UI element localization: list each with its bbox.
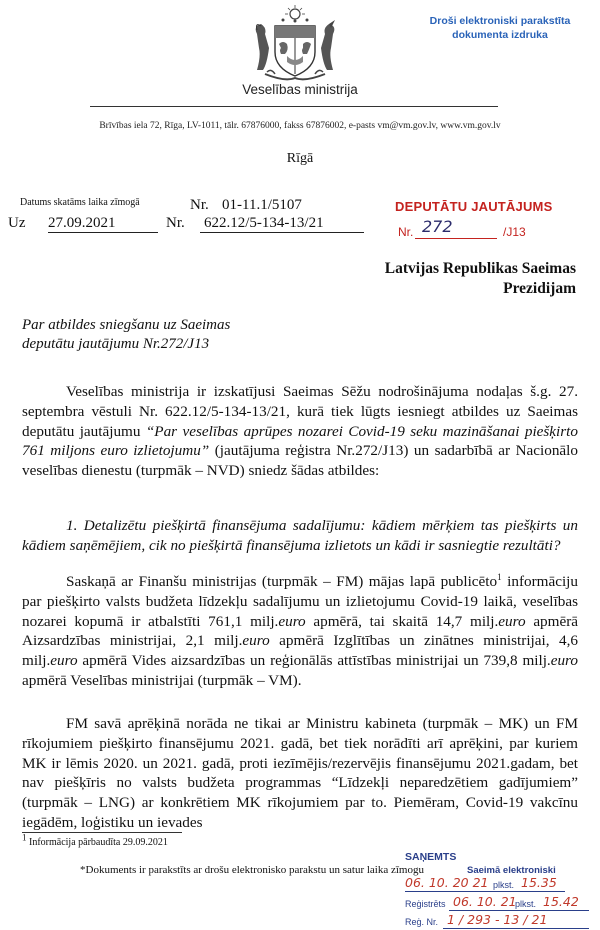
stamp-nr-label: Nr. [398, 225, 414, 239]
p1-question-title: “Par veselības aprūpes nozarei Covid-19 seku mazināšanai piešķirto 761 miljons euro izlietojumu” [22, 422, 578, 460]
ministry-name: Veselības ministrija [242, 82, 358, 97]
footnote-text: Informācija pārbaudīta 29.09.2021 [26, 837, 168, 848]
header-divider [90, 106, 498, 107]
ministry-address: Brīvības iela 72, Rīga, LV-1011, tālr. 67876000, fakss 67876002, e-pasts vm@vm.gov.lv, www.vm.gov.lv [99, 121, 501, 131]
outgoing-number: 01-11.1/5107 [222, 197, 302, 213]
footnote-divider [22, 832, 182, 833]
p2-text-a: Saskaņā ar Finanšu ministrijas (turpmāk – FM) mājas lapā publicēto [66, 573, 498, 590]
euro-1: euro [278, 612, 306, 630]
outgoing-number-label: Nr. [190, 197, 209, 213]
stamp-title: DEPUTĀTU JAUTĀJUMS [395, 199, 553, 214]
received-time-label: plkst. [493, 880, 515, 890]
footnote-ref: 1 [497, 571, 502, 582]
uz-label: Uz [8, 215, 26, 231]
received-stamp [405, 851, 595, 929]
coat-of-arms-icon [245, 4, 345, 84]
euro-2: euro [498, 612, 526, 630]
subject [22, 316, 282, 354]
reference-number: 622.12/5-134-13/21 [200, 215, 364, 233]
stamp-handwritten-number: 272 [422, 217, 453, 236]
addressee-line2: Prezidijam [503, 280, 576, 297]
p2-text-d: apmērā Aizsardzības ministrijai, 2,1 milj. [22, 612, 579, 650]
p3-text: FM savā aprēķinā norāda ne tikai ar Ministru kabineta (turpmāk – MK) un FM rīkojumiem piešķirto finansējumu 2021. gadā, bet tiek norādīti arī aprēķini, par kuriem MK ir lēmis 2020. un 2021. gadā, proti iezīmējis/rezervējis finansējumu 2021.gadam, bet nav piešķīris no valsts budžeta programmas “Līdzekļi neparedzētiem gadījumiem” (turpmāk – LNG) ar konkrētiem MK rīkojumiem par to. Piemēram, Covid-19 vakcīnu iegādēm, loģistiku un ievades [22, 715, 578, 831]
reg-nr-line [443, 928, 589, 929]
registered-date: 06. 10. 21 [453, 894, 517, 909]
euro-5: euro [550, 652, 578, 670]
received-stamp-subtitle: Saeimā elektroniski [467, 865, 556, 876]
p2-text-b: informāciju par piešķirto valsts budžeta līdzekļu sadalījumu un izlietojumu Covid-19 laikā, veselības nozarei kopumā ir atbalstīti 761,1 milj. [22, 573, 578, 630]
registered-row-line [449, 910, 589, 911]
p2-text-c: apmērā, tai skaitā 14,7 milj. [305, 612, 499, 630]
esignature-note [420, 14, 580, 42]
p2-text-g: apmērā Veselības ministrijai (turpmāk – VM). [22, 671, 302, 689]
question-1 [22, 516, 578, 556]
p1-text-a: Veselības ministrija ir izskatījusi Saeimas Sēžu nodrošinājuma nodaļas š.g. 27. septembra vēstuli Nr. 622.12/5-134-13/21, kurā tiek lūgts iesniegt atbildes uz Saeimas deputātu jautājumu [22, 383, 578, 440]
registered-time-label: plkst. [515, 899, 537, 909]
body-paragraph-3 [22, 714, 578, 833]
city: Rīgā [286, 151, 314, 166]
esignature-footer-note: *Dokuments ir parakstīts ar drošu elektronisko parakstu un satur laika zīmogu [80, 864, 424, 876]
stamp-underline [415, 238, 497, 239]
received-date: 06. 10. 20 21 [405, 875, 489, 890]
registered-time: 15.42 [543, 894, 579, 909]
reference-number-label: Nr. [166, 215, 185, 231]
euro-4: euro [50, 652, 78, 670]
subject-line2: deputātu jautājumu Nr.272/J13 [22, 336, 210, 352]
received-row-line [405, 891, 565, 892]
p2-text-e: apmērā Izglītības un zinātnes ministrijai, 4,6 milj. [22, 632, 579, 670]
footnote-mark: 1 [22, 832, 27, 843]
reg-nr-label: Reģ. Nr. [405, 917, 439, 927]
date-label: Datums skatāms laika zīmogā [20, 197, 140, 208]
esignature-note-line2: dokumenta izdruka [452, 29, 548, 41]
uz-date: 27.09.2021 [48, 215, 158, 233]
subject-line1: Par atbildes sniegšanu uz Saeimas [22, 317, 231, 333]
p1-text-b: (jautājuma reģistra Nr.272/J13) un sadarbībā ar Nacionālo veselības dienestu (turpmāk – NVD) sniedz šādas atbildes: [22, 442, 578, 480]
stamp-suffix: /J13 [503, 225, 526, 239]
body-paragraph-1 [22, 382, 578, 481]
addressee-line1: Latvijas Republikas Saeimas [384, 260, 576, 277]
registered-label: Reģistrēts [405, 899, 446, 909]
received-time: 15.35 [521, 875, 557, 890]
reg-nr-value: 1 / 293 - 13 / 21 [447, 912, 548, 927]
esignature-note-line1: Droši elektroniski parakstīta [429, 15, 571, 27]
received-stamp-title: SAŅEMTS [405, 851, 457, 863]
euro-3: euro [242, 632, 270, 650]
body-paragraph-2 [22, 572, 578, 691]
question-1-text: 1. Detalizētu piešķirtā finansējuma sadalījumu: kādiem mērķiem tas piešķirts un kādiem saņēmējiem, cik no piešķirtā finansējuma izlietots un kādi ir sasniegtie rezultāti? [22, 517, 578, 554]
p2-text-f: apmērā Vides aizsardzības un reģionālās attīstības ministrijai un 739,8 milj. [77, 652, 551, 670]
footnote [22, 832, 168, 848]
